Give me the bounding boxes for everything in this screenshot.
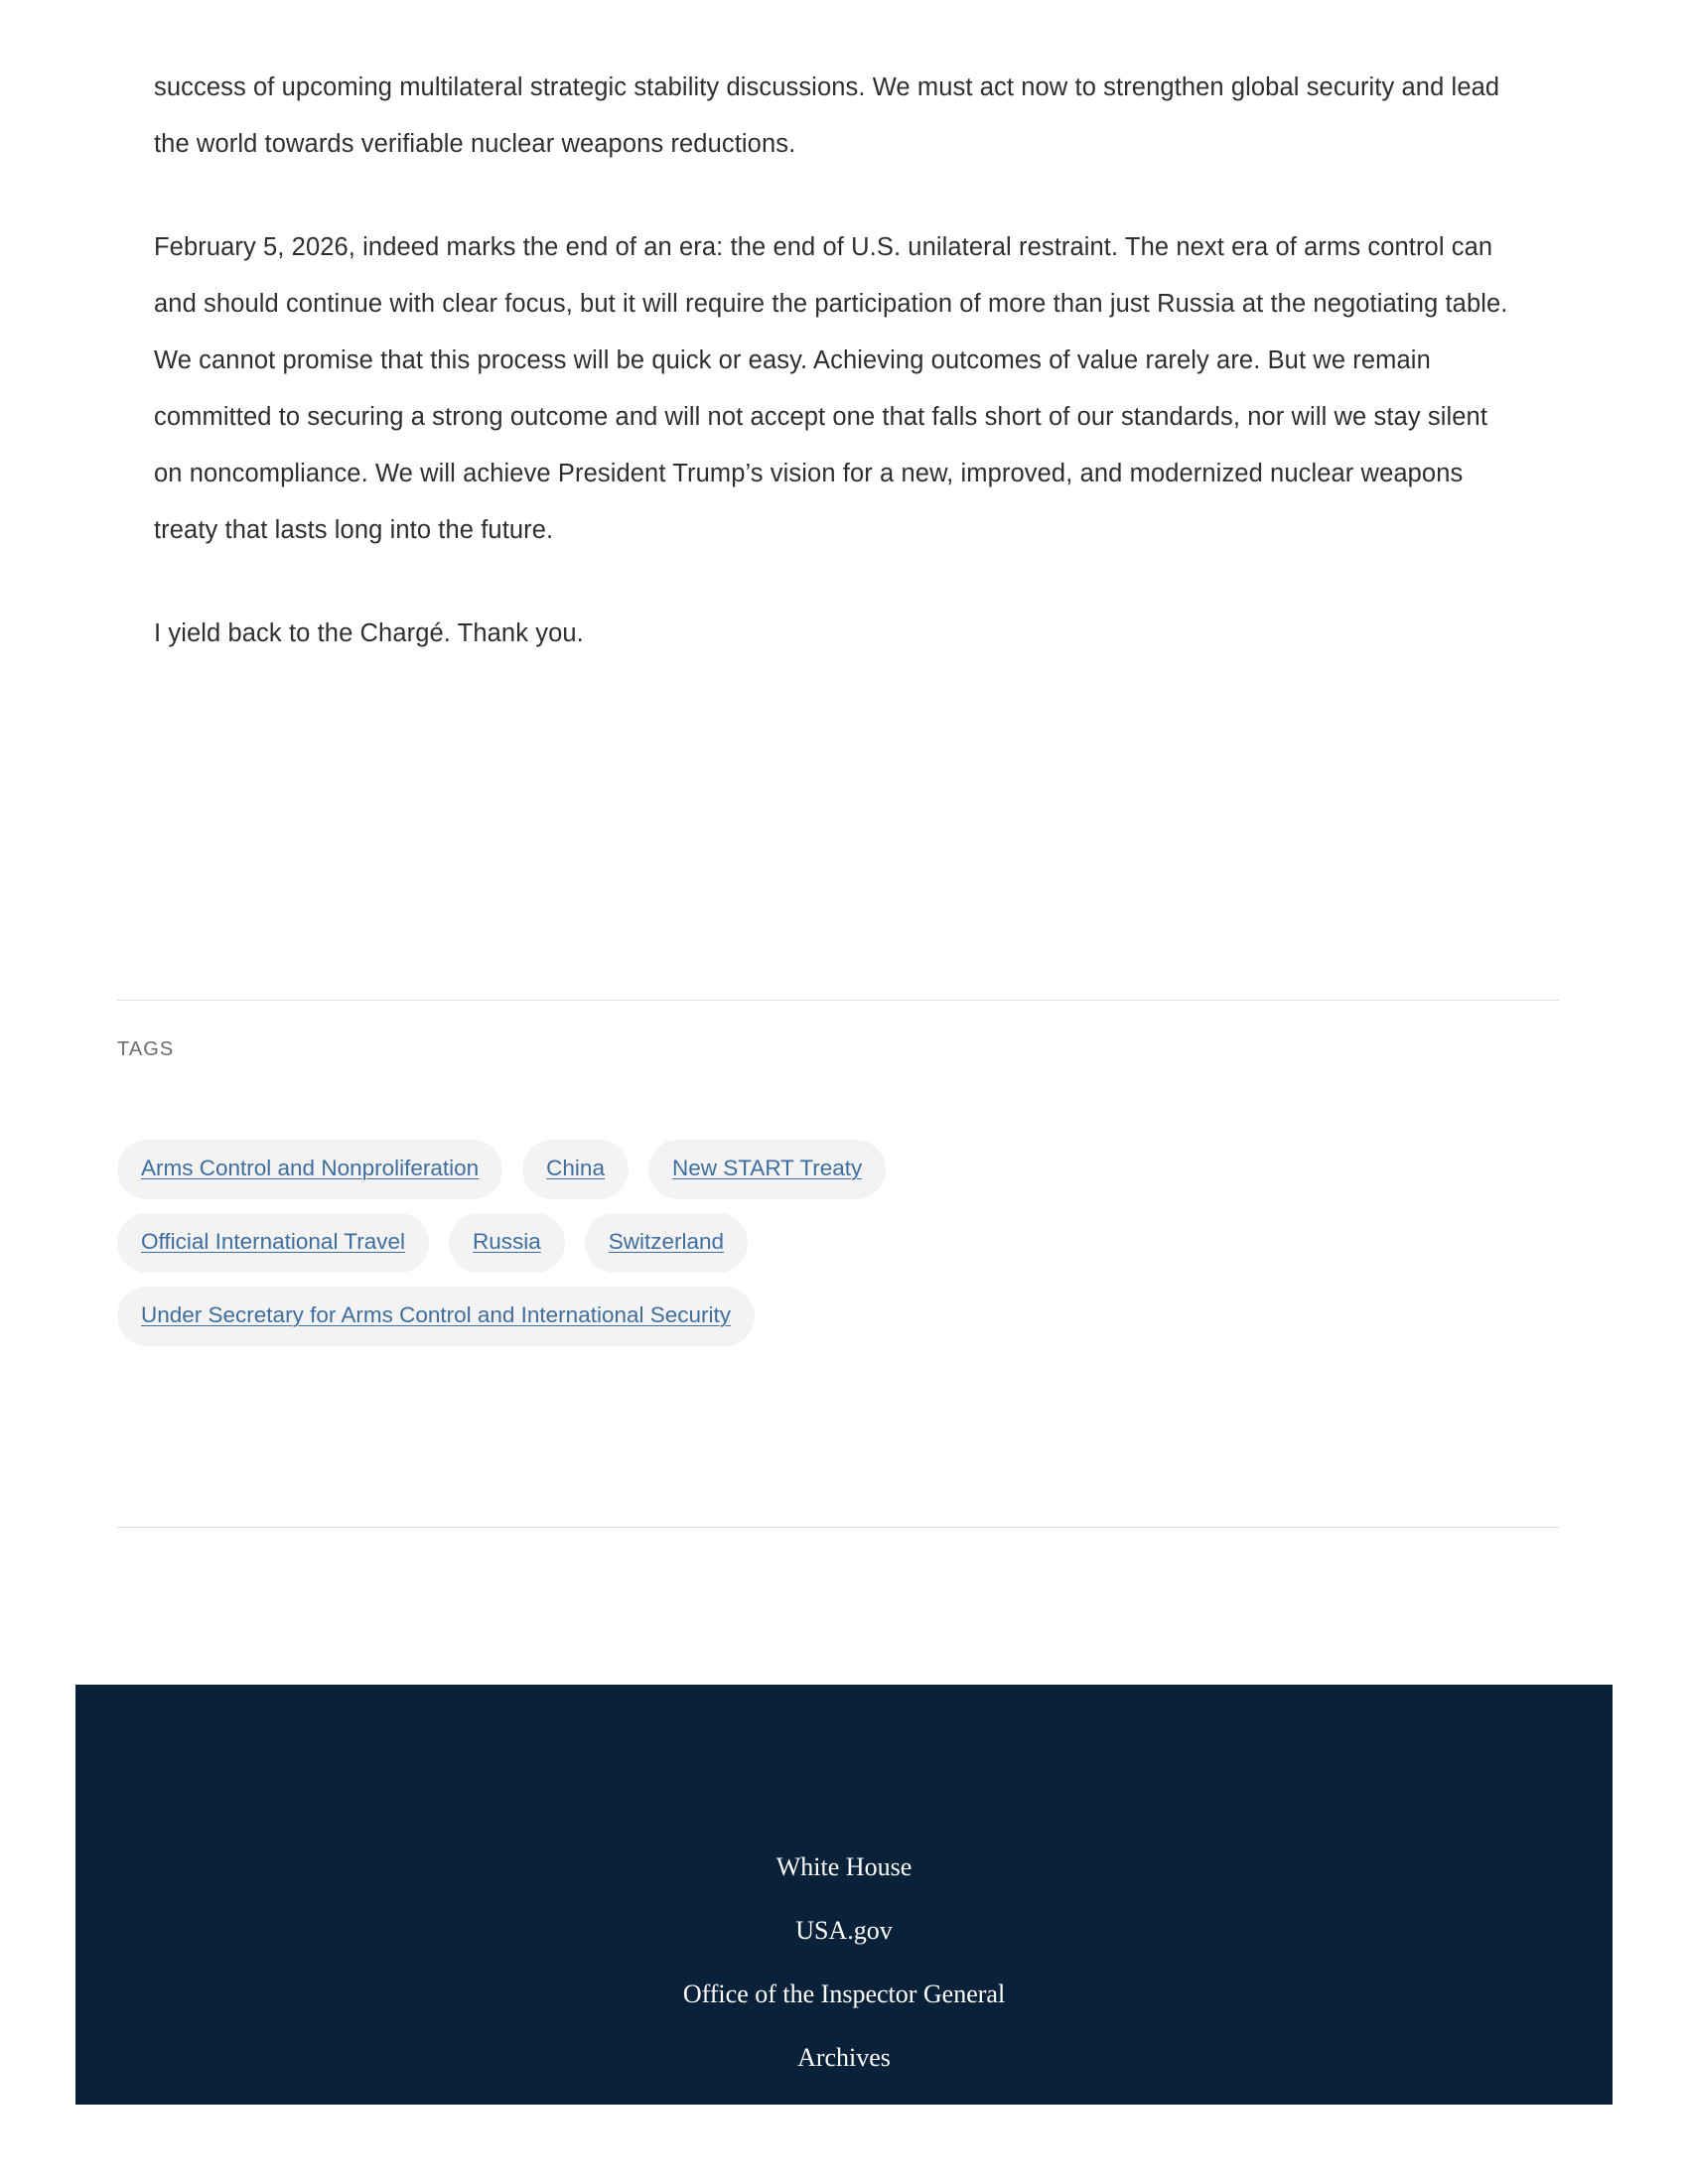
tag-list — [117, 1140, 1011, 1346]
tag-pill[interactable] — [648, 1140, 886, 1199]
tag-pill[interactable] — [117, 1140, 502, 1199]
tag-link[interactable]: Switzerland — [608, 1229, 725, 1254]
tag-link[interactable]: New START Treaty — [671, 1156, 863, 1180]
site-footer — [75, 1685, 1613, 2105]
tags-heading: TAGS — [117, 1038, 175, 1060]
tag-pill[interactable] — [117, 1287, 755, 1346]
tag-link[interactable]: Arms Control and Nonproliferation — [141, 1156, 480, 1180]
tag-pill[interactable] — [117, 1213, 429, 1273]
footer-link-archives[interactable]: Archives — [797, 2043, 891, 2072]
tag-pill[interactable] — [522, 1140, 629, 1199]
tags-section — [117, 1035, 1559, 1346]
tag-pill[interactable] — [585, 1213, 748, 1273]
footer-link-inspector-general[interactable]: Office of the Inspector General — [682, 1979, 1006, 2008]
footer-link-white-house[interactable]: White House — [775, 1852, 913, 1881]
tag-link[interactable]: Official International Travel — [141, 1229, 405, 1254]
divider-above-tags — [117, 1000, 1559, 1001]
article-paragraph: I yield back to the Chargé. Thank you. — [154, 619, 584, 647]
tag-pill[interactable] — [449, 1213, 565, 1273]
article-body — [154, 60, 1514, 662]
divider-below-tags — [117, 1527, 1559, 1528]
article-paragraph: success of upcoming multilateral strategic stability discussions. We must act now to strengthen global security and lead the world towards verifiable nuclear weapons reductions. — [154, 73, 1500, 158]
tag-link[interactable]: Russia — [472, 1229, 541, 1254]
article-paragraph: February 5, 2026, indeed marks the end of an era: the end of U.S. unilateral restraint. The next era of arms control can and should continue with clear focus, but it will require the participation of more than just Russia at the negotiating table. We cannot promise that this process will be quick or easy. Achieving outcomes of value rarely are. But we remain committed to securing a strong outcome and will not accept one that falls short of our standards, nor will we stay silent on noncompliance. We will achieve President Trump’s vision for a new, improved, and modernized nuclear weapons treaty that lasts long into the future. — [154, 233, 1508, 544]
tag-link[interactable]: Under Secretary for Arms Control and International Security — [141, 1302, 732, 1327]
tag-link[interactable]: China — [546, 1156, 605, 1180]
footer-link-usa-gov[interactable]: USA.gov — [795, 1916, 893, 1945]
